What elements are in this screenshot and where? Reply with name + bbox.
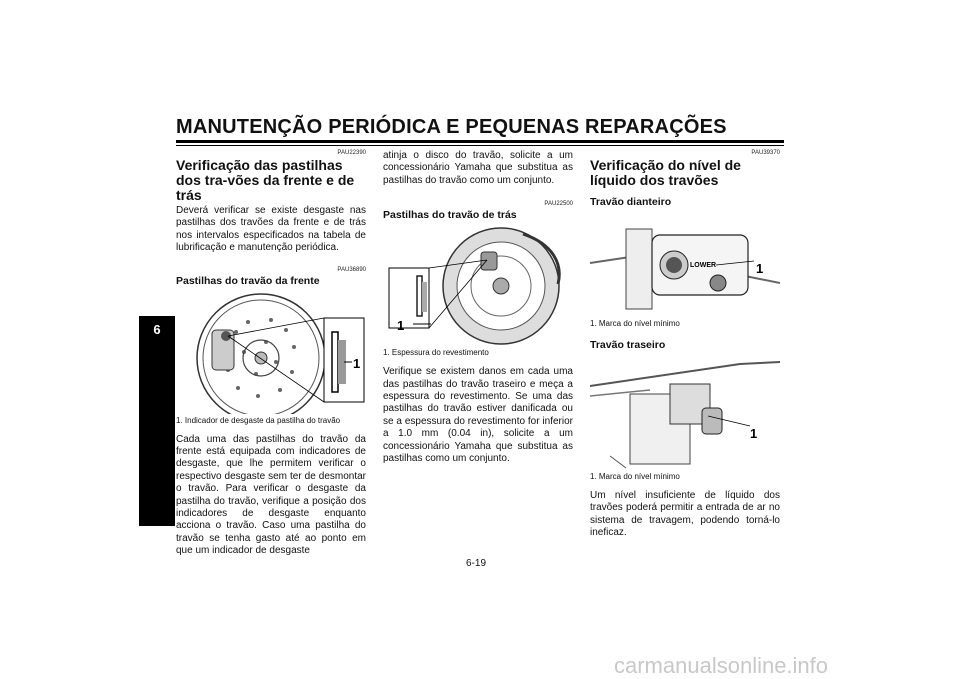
column-3 (590, 150, 780, 540)
subsection-code: PAU22500 (544, 201, 573, 208)
figure-caption: 1. Indicador de desgaste da pastilha do travão (176, 415, 341, 425)
column-2 (383, 150, 573, 465)
chapter-tab: 6 (139, 316, 175, 526)
front-reservoir-illustration (590, 213, 780, 317)
figure-caption: 1. Espessura do revestimento (383, 348, 489, 358)
front-brake-figure (176, 292, 366, 414)
callout-1: 1 (397, 318, 405, 334)
figure-caption-rear: 1. Marca do nível mínimo (590, 472, 680, 481)
section-heading: Verificação das pastilhas dos tra-vões da frente e de trás (176, 157, 355, 203)
rear-brake-illustration (383, 224, 573, 346)
continued-paragraph: atinja o disco do travão, solicite a um concessionário Yamaha que substitua as pastilhas do travão como um conjunto. (383, 150, 573, 186)
watermark: carmanualsonline.info (614, 653, 829, 678)
subsection-heading: Pastilhas do travão de trás (383, 209, 517, 222)
callout-1: 1 (750, 426, 758, 441)
front-reservoir-figure (590, 213, 780, 317)
callout-1: 1 (756, 261, 764, 276)
column-1 (176, 150, 366, 558)
subsection-code: PAU36890 (337, 266, 366, 273)
lower-mark-text: LOWER (690, 262, 717, 269)
rear-brake-figure (383, 224, 573, 346)
subsection-heading: Pastilhas do travão da frente (176, 274, 320, 287)
page-number: 6-19 (466, 558, 487, 569)
body-paragraph: Cada uma das pastilhas do travão da frente está equipada com indicadores de desgaste, que lhe permitem verificar o respectivo desgaste sem ter de desmontar o travão. Para verificar o desgaste da pastilha do travão, verifique a posição dos indicadores de desgaste enquanto acciona o travão. Caso uma pastilha do travão se tenha gasto até ao ponto em que um indicador de desgaste (176, 433, 366, 557)
rear-reservoir-figure (590, 356, 780, 470)
subsection-heading-rear: Travão traseiro (590, 339, 666, 351)
intro-paragraph: Deverá verificar se existe desgaste nas pastilhas dos travões da frente e de trás nos intervalos especificados na tabela de lubrificação e manutenção periódica. (176, 205, 366, 254)
page-title: MANUTENÇÃO PERIÓDICA E PEQUENAS REPARAÇÕES (176, 116, 727, 138)
callout-1: 1 (353, 355, 361, 371)
rear-reservoir-illustration (590, 356, 780, 470)
section-code: PAU39370 (751, 150, 780, 156)
header-rule-thick (176, 140, 784, 143)
front-brake-illustration (176, 292, 366, 414)
body-paragraph: Um nível insuficiente de líquido dos travões poderá permitir a entrada de ar no sistema de travagem, podendo torná-lo ineficaz. (590, 490, 780, 539)
body-paragraph: Verifique se existem danos em cada uma das pastilhas do travão traseiro e meça a espessura do revestimento. Se uma das pastilhas do travão estiver danificada ou se a espessura do revestimento for inferior a 1.0 mm (0.04 in), solicite a um concessionário Yamaha que substitua as pastilhas como um conjunto. (383, 366, 573, 465)
section-code: PAU22390 (337, 150, 366, 156)
figure-caption-front: 1. Marca do nível mínimo (590, 319, 680, 328)
section-heading: Verificação do nível de líquido dos travões (590, 157, 741, 188)
subsection-heading-front: Travão dianteiro (590, 196, 672, 208)
header-rule-thin (176, 145, 784, 146)
